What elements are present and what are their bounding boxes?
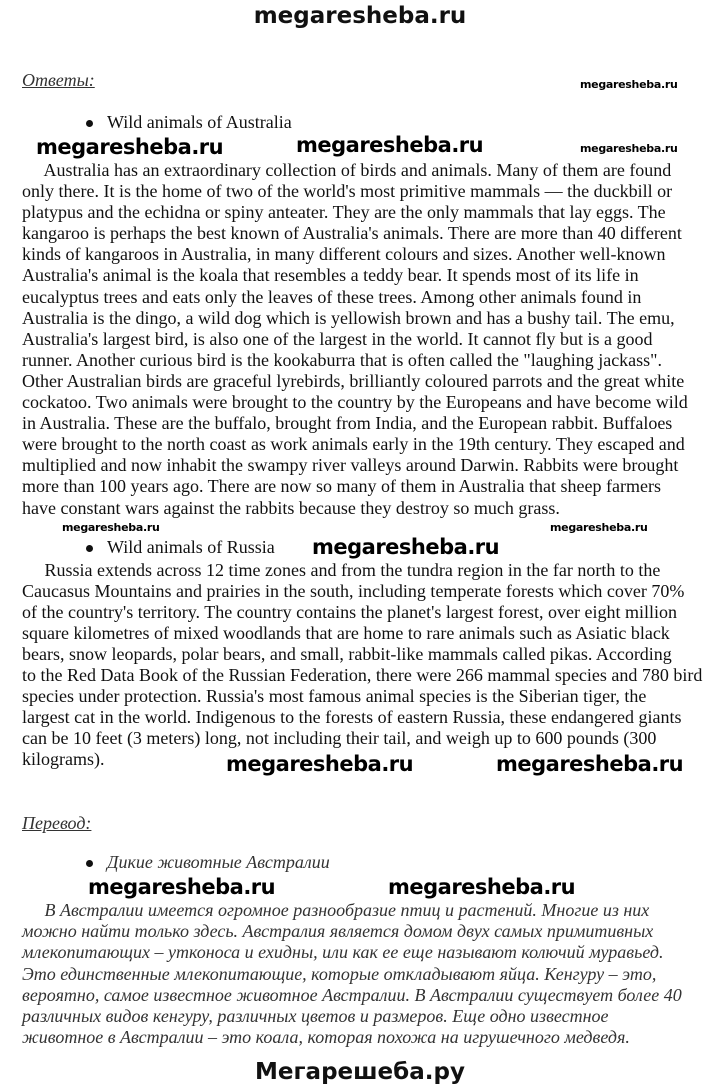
text-line: in Australia. These are the buffalo, brought from India, and the European rabbit. Buffaloes (22, 413, 673, 434)
watermark: megaresheba.ru (226, 752, 414, 776)
australia-paragraph (22, 160, 688, 519)
text-line: Australia is the dingo, a wild dog which is yellowish brown and has a bushy tail. The emu, (22, 307, 675, 328)
text-line: can be 10 feet (3 meters) long, not including their tail, and weigh up to 600 pounds (300 (22, 728, 657, 748)
russia-paragraph (22, 560, 702, 770)
text-line: Australia's largest bird, is also one of the largest in the world. It cannot fly but is a good (22, 328, 653, 349)
answers-label: Ответы: (22, 70, 95, 90)
heading-text: Wild animals of Australia (107, 112, 292, 132)
heading-text: Wild animals of Russia (107, 537, 275, 557)
text-line: eucalyptus trees and eats only the leaves of these trees. Among other animals found in (22, 286, 642, 307)
watermark: megaresheba.ru (36, 135, 224, 159)
text-line: вероятно, самое известное животное Австралии. В Австралии существует более 40 (22, 984, 682, 1005)
text-line: можно найти только здесь. Австралия является домом двух самых примитивных (22, 921, 654, 942)
watermark: megaresheba.ru (550, 521, 648, 534)
text-line: square kilometres of mixed woodlands that are home to rare animals such as Asiatic black (22, 623, 670, 643)
text-line: runner. Another curious bird is the kookaburra that is often called the "laughing jackass". (22, 349, 663, 370)
text-line: platypus and the echidna or spiny anteater. They are the only mammals that lay eggs. The (22, 202, 666, 223)
australia-heading (86, 112, 292, 133)
text-line: млекопитающих – утконоса и ехидны, или как ее еще называют колючий муравьед. (22, 942, 664, 963)
text-line: Russia extends across 12 time zones and from the tundra region in the far north to the (22, 560, 661, 580)
text-line: kinds of kangaroos in Australia, in many different colours and sizes. Another well-known (22, 244, 666, 265)
watermark: megaresheba.ru (496, 752, 684, 776)
text-line: only there. It is the home of two of the world's most primitive mammals — the duckbill or (22, 181, 673, 202)
text-line: Australia's animal is the koala that resembles a teddy bear. It spends most of its life in (22, 265, 639, 286)
text-line: bears, snow leopards, polar bears, and small, rabbit-like mammals called pikas. According (22, 644, 672, 664)
text-line: Australia has an extraordinary collection of birds and animals. Many of them are found (22, 160, 672, 180)
text-line: species under protection. Russia's most famous animal species is the Siberian tiger, the (22, 686, 647, 706)
text-line: животное в Австралии – это коала, которая похожа на игрушечного медведя. (22, 1027, 630, 1048)
site-header: megaresheba.ru (253, 3, 467, 29)
text-line: of the country's territory. The country contains the planet's largest forest, over eight million (22, 602, 677, 622)
text-line: Это единственные млекопитающие, которые откладывают яйца. Кенгуру – это, (22, 963, 657, 984)
text-line: kilograms). (22, 749, 105, 769)
watermark: megaresheba.ru (312, 535, 500, 559)
watermark: megaresheba.ru (388, 875, 576, 899)
text-line: more than 100 years ago. There are now so many of them in Australia that sheep farmers (22, 476, 661, 497)
watermark: megaresheba.ru (88, 875, 276, 899)
bullet-icon (86, 860, 93, 867)
watermark: megaresheba.ru (296, 133, 484, 157)
text-line: largest cat in the world. Indigenous to the forests of eastern Russia, these endangered giants (22, 707, 682, 727)
text-line: were brought to the north coast as work animals early in the 19th century. They escaped and (22, 434, 685, 455)
watermark: megaresheba.ru (580, 142, 678, 155)
text-line: различных видов кенгуру, различных цветов и размеров. Еще одно известное (22, 1005, 609, 1026)
heading-text: Дикие животные Австралии (107, 852, 330, 872)
text-line: В Австралии имеется огромное разнообразие птиц и растений. Многие из них (22, 900, 650, 920)
text-line: Other Australian birds are graceful lyrebirds, brilliantly coloured parrots and the great white (22, 370, 685, 391)
bullet-icon (86, 120, 93, 127)
watermark: megaresheba.ru (62, 521, 160, 534)
text-line: to the Red Data Book of the Russian Federation, there were 266 mammal species and 780 bird (22, 665, 703, 685)
text-line: multiplied and now inhabit the swampy river valleys around Darwin. Rabbits were brought (22, 455, 679, 476)
site-footer: Мегарешеба.ру (255, 1059, 465, 1085)
text-line: have constant wars against the rabbits because they destroy so much grass. (22, 497, 560, 518)
text-line: Caucasus Mountains and prairies in the south, including temperate forests which cover 70% (22, 581, 685, 601)
russia-heading (86, 537, 275, 558)
watermark: megaresheba.ru (580, 78, 678, 91)
bullet-icon (86, 545, 93, 552)
translation-heading (86, 852, 330, 873)
translation-label: Перевод: (22, 813, 92, 833)
translation-paragraph (22, 900, 682, 1048)
text-line: kangaroo is perhaps the best known of Australia's animals. There are more than 40 different (22, 223, 682, 244)
text-line: cockatoo. Two animals were brought to the country by the Europeans and have become wild (22, 392, 688, 413)
